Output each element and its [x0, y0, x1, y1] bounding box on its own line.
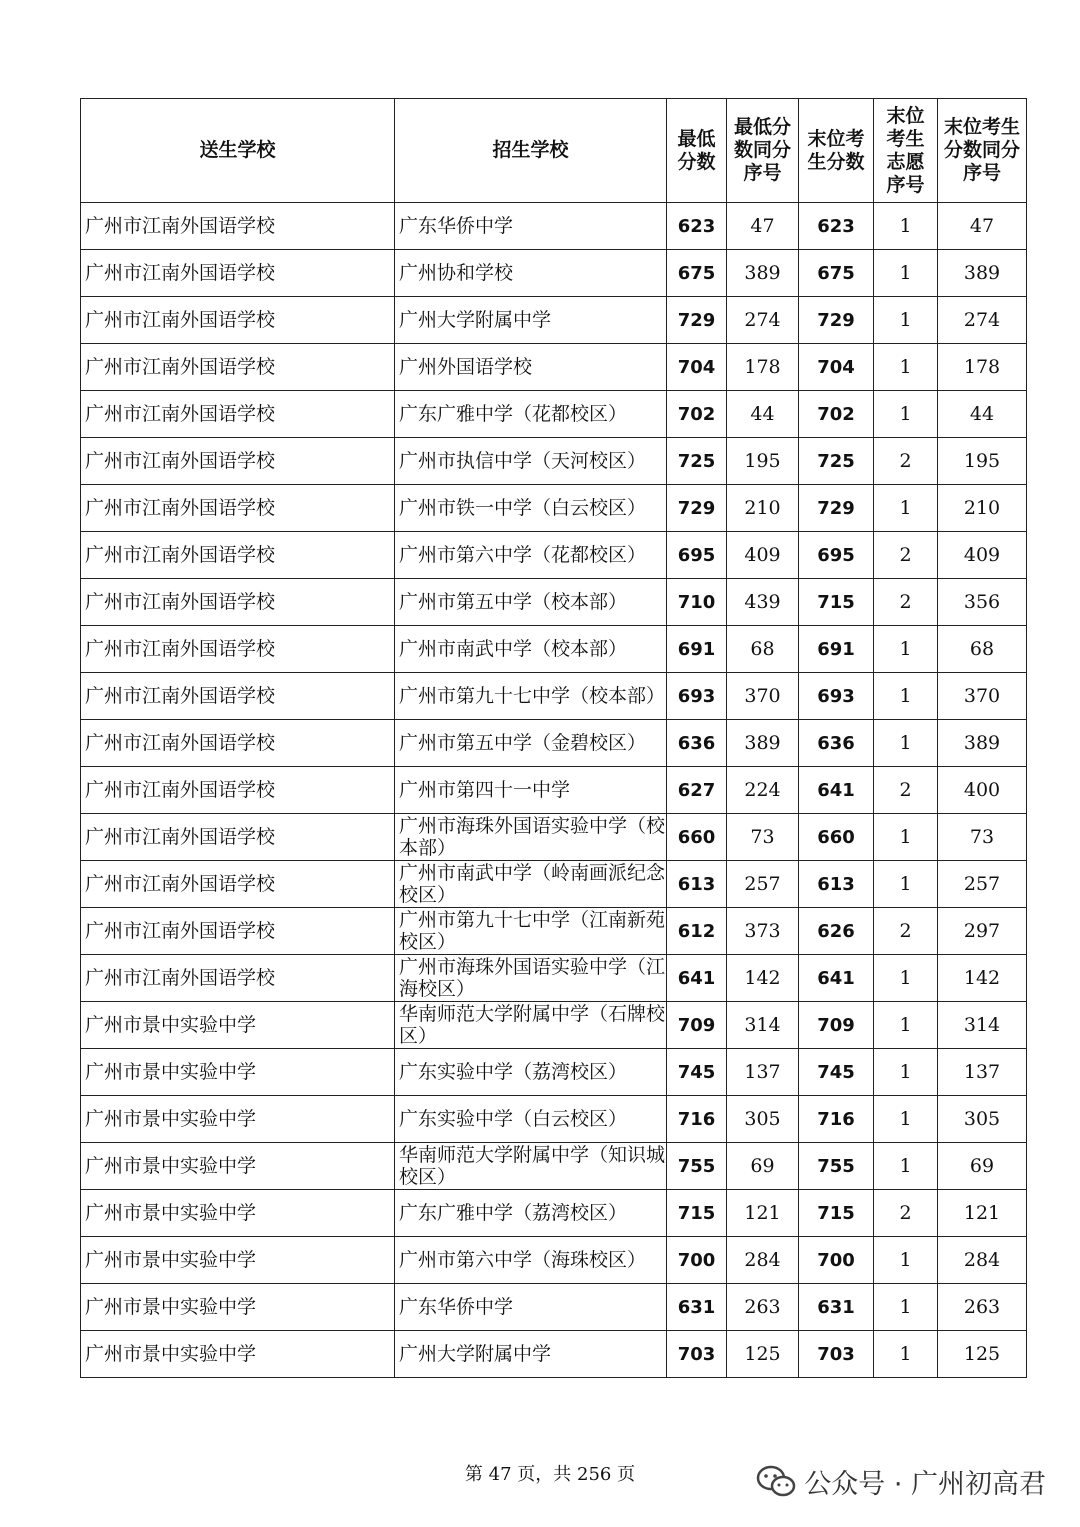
cell-min-score: 636 — [667, 720, 727, 767]
cell-min-score-seq: 178 — [727, 344, 799, 391]
cell-last-score: 716 — [799, 1096, 874, 1143]
table-row — [81, 1002, 1027, 1049]
cell-last-score: 675 — [799, 250, 874, 297]
table-row — [81, 1237, 1027, 1284]
cell-last-pref: 1 — [874, 720, 938, 767]
page-number: 第 47 页，共 256 页 — [464, 1464, 636, 1485]
cell-min-score-seq: 314 — [727, 1002, 799, 1049]
table-row — [81, 485, 1027, 532]
table-row — [81, 814, 1027, 861]
table-row — [81, 391, 1027, 438]
cell-admit-school: 广州市南武中学（校本部） — [395, 626, 667, 673]
cell-min-score-seq: 69 — [727, 1143, 799, 1190]
cell-min-score-seq: 68 — [727, 626, 799, 673]
cell-last-score: 709 — [799, 1002, 874, 1049]
table-row — [81, 250, 1027, 297]
cell-min-score: 703 — [667, 1331, 727, 1378]
cell-min-score: 725 — [667, 438, 727, 485]
cell-admit-school: 广州市第五中学（校本部） — [395, 579, 667, 626]
cell-min-score-seq: 121 — [727, 1190, 799, 1237]
cell-send-school: 广州市江南外国语学校 — [81, 203, 395, 250]
cell-admit-school: 广州市海珠外国语实验中学（校本部） — [395, 814, 667, 861]
cell-last-pref: 1 — [874, 626, 938, 673]
cell-min-score: 695 — [667, 532, 727, 579]
table-row — [81, 1096, 1027, 1143]
cell-last-seq: 73 — [938, 814, 1027, 861]
cell-last-score: 660 — [799, 814, 874, 861]
cell-send-school: 广州市景中实验中学 — [81, 1096, 395, 1143]
cell-last-score: 695 — [799, 532, 874, 579]
cell-last-pref: 1 — [874, 673, 938, 720]
cell-min-score: 627 — [667, 767, 727, 814]
cell-min-score-seq: 389 — [727, 250, 799, 297]
cell-admit-school: 广东实验中学（荔湾校区） — [395, 1049, 667, 1096]
cell-admit-school: 广州市第五中学（金碧校区） — [395, 720, 667, 767]
cell-admit-school: 广州市第六中学（海珠校区） — [395, 1237, 667, 1284]
cell-last-seq: 389 — [938, 250, 1027, 297]
cell-min-score: 613 — [667, 861, 727, 908]
cell-send-school: 广州市江南外国语学校 — [81, 438, 395, 485]
table-row — [81, 1331, 1027, 1378]
cell-last-pref: 1 — [874, 391, 938, 438]
cell-send-school: 广州市景中实验中学 — [81, 1002, 395, 1049]
cell-last-seq: 178 — [938, 344, 1027, 391]
table-row — [81, 344, 1027, 391]
cell-last-seq: 137 — [938, 1049, 1027, 1096]
cell-last-pref: 1 — [874, 485, 938, 532]
cell-send-school: 广州市景中实验中学 — [81, 1284, 395, 1331]
cell-last-seq: 47 — [938, 203, 1027, 250]
cell-last-score: 725 — [799, 438, 874, 485]
cell-min-score: 675 — [667, 250, 727, 297]
cell-min-score: 700 — [667, 1237, 727, 1284]
cell-last-pref: 2 — [874, 1190, 938, 1237]
cell-min-score-seq: 47 — [727, 203, 799, 250]
cell-min-score-seq: 195 — [727, 438, 799, 485]
cell-admit-school: 广州市第六中学（花都校区） — [395, 532, 667, 579]
cell-last-seq: 274 — [938, 297, 1027, 344]
cell-last-seq: 44 — [938, 391, 1027, 438]
cell-last-pref: 1 — [874, 203, 938, 250]
cell-last-score: 641 — [799, 767, 874, 814]
cell-last-pref: 1 — [874, 250, 938, 297]
cell-last-seq: 125 — [938, 1331, 1027, 1378]
cell-last-seq: 409 — [938, 532, 1027, 579]
cell-admit-school: 广州市南武中学（岭南画派纪念校区） — [395, 861, 667, 908]
table-row — [81, 1143, 1027, 1190]
cell-min-score-seq: 44 — [727, 391, 799, 438]
cell-last-score: 755 — [799, 1143, 874, 1190]
cell-admit-school: 广州大学附属中学 — [395, 297, 667, 344]
cell-last-score: 702 — [799, 391, 874, 438]
cell-send-school: 广州市江南外国语学校 — [81, 532, 395, 579]
cell-last-pref: 2 — [874, 908, 938, 955]
table-row — [81, 438, 1027, 485]
cell-send-school: 广州市江南外国语学校 — [81, 297, 395, 344]
cell-last-pref: 2 — [874, 438, 938, 485]
cell-admit-school: 广东华侨中学 — [395, 203, 667, 250]
cell-send-school: 广州市江南外国语学校 — [81, 955, 395, 1002]
cell-min-score-seq: 224 — [727, 767, 799, 814]
cell-last-pref: 1 — [874, 1143, 938, 1190]
cell-last-score: 691 — [799, 626, 874, 673]
cell-last-score: 700 — [799, 1237, 874, 1284]
cell-last-seq: 142 — [938, 955, 1027, 1002]
cell-last-score: 704 — [799, 344, 874, 391]
cell-min-score-seq: 409 — [727, 532, 799, 579]
cell-last-score: 729 — [799, 485, 874, 532]
cell-last-seq: 257 — [938, 861, 1027, 908]
table-row — [81, 1049, 1027, 1096]
cell-send-school: 广州市江南外国语学校 — [81, 344, 395, 391]
cell-admit-school: 广东实验中学（白云校区） — [395, 1096, 667, 1143]
table-row — [81, 861, 1027, 908]
table-row — [81, 767, 1027, 814]
cell-min-score-seq: 142 — [727, 955, 799, 1002]
cell-min-score-seq: 73 — [727, 814, 799, 861]
cell-last-seq: 305 — [938, 1096, 1027, 1143]
header-admit-school: 招生学校 — [395, 99, 667, 203]
header-send-school: 送生学校 — [81, 99, 395, 203]
cell-last-seq: 400 — [938, 767, 1027, 814]
cell-admit-school: 华南师范大学附属中学（石牌校区） — [395, 1002, 667, 1049]
table-row — [81, 908, 1027, 955]
cell-min-score-seq: 257 — [727, 861, 799, 908]
cell-last-score: 693 — [799, 673, 874, 720]
table-row — [81, 720, 1027, 767]
cell-min-score: 709 — [667, 1002, 727, 1049]
cell-admit-school: 广州市第九十七中学（江南新苑校区） — [395, 908, 667, 955]
cell-last-pref: 1 — [874, 955, 938, 1002]
table-row — [81, 1190, 1027, 1237]
cell-min-score-seq: 274 — [727, 297, 799, 344]
cell-min-score-seq: 137 — [727, 1049, 799, 1096]
cell-admit-school: 广州市第四十一中学 — [395, 767, 667, 814]
cell-min-score: 716 — [667, 1096, 727, 1143]
cell-admit-school: 广州市第九十七中学（校本部） — [395, 673, 667, 720]
cell-last-pref: 2 — [874, 532, 938, 579]
cell-min-score: 745 — [667, 1049, 727, 1096]
cell-last-score: 623 — [799, 203, 874, 250]
cell-last-pref: 1 — [874, 344, 938, 391]
cell-min-score-seq: 370 — [727, 673, 799, 720]
cell-last-score: 631 — [799, 1284, 874, 1331]
cell-send-school: 广州市江南外国语学校 — [81, 579, 395, 626]
cell-min-score-seq: 389 — [727, 720, 799, 767]
cell-admit-school: 广州协和学校 — [395, 250, 667, 297]
cell-last-seq: 68 — [938, 626, 1027, 673]
cell-min-score-seq: 373 — [727, 908, 799, 955]
cell-last-seq: 195 — [938, 438, 1027, 485]
watermark-text: 公众号 · 广州初高君 — [804, 1469, 1046, 1500]
header-last-score: 末位考生分数 — [799, 99, 874, 203]
header-min-score: 最低分数 — [667, 99, 727, 203]
wechat-icon — [756, 1465, 796, 1499]
cell-admit-school: 广东广雅中学（荔湾校区） — [395, 1190, 667, 1237]
admission-table-wrapper — [80, 98, 1026, 1378]
cell-admit-school: 广东广雅中学（花都校区） — [395, 391, 667, 438]
cell-min-score: 704 — [667, 344, 727, 391]
cell-send-school: 广州市江南外国语学校 — [81, 908, 395, 955]
header-last-seq: 末位考生分数同分序号 — [938, 99, 1027, 203]
watermark — [756, 1462, 1046, 1501]
cell-send-school: 广州市江南外国语学校 — [81, 485, 395, 532]
table-row — [81, 626, 1027, 673]
cell-min-score: 702 — [667, 391, 727, 438]
cell-last-pref: 1 — [874, 1002, 938, 1049]
cell-admit-school: 广东华侨中学 — [395, 1284, 667, 1331]
cell-last-pref: 1 — [874, 1096, 938, 1143]
cell-last-pref: 1 — [874, 814, 938, 861]
cell-send-school: 广州市江南外国语学校 — [81, 250, 395, 297]
table-row — [81, 955, 1027, 1002]
admission-table — [80, 98, 1027, 1378]
cell-min-score: 710 — [667, 579, 727, 626]
cell-last-score: 745 — [799, 1049, 874, 1096]
cell-admit-school: 广州市铁一中学（白云校区） — [395, 485, 667, 532]
cell-last-seq: 297 — [938, 908, 1027, 955]
cell-last-seq: 263 — [938, 1284, 1027, 1331]
cell-last-seq: 121 — [938, 1190, 1027, 1237]
cell-last-seq: 370 — [938, 673, 1027, 720]
cell-min-score-seq: 210 — [727, 485, 799, 532]
cell-last-score: 626 — [799, 908, 874, 955]
cell-min-score-seq: 125 — [727, 1331, 799, 1378]
cell-admit-school: 广州市海珠外国语实验中学（江海校区） — [395, 955, 667, 1002]
cell-last-pref: 1 — [874, 1049, 938, 1096]
cell-last-pref: 1 — [874, 1284, 938, 1331]
cell-send-school: 广州市江南外国语学校 — [81, 673, 395, 720]
table-header-row — [81, 99, 1027, 203]
cell-min-score: 729 — [667, 297, 727, 344]
cell-send-school: 广州市景中实验中学 — [81, 1237, 395, 1284]
cell-last-seq: 314 — [938, 1002, 1027, 1049]
cell-last-seq: 356 — [938, 579, 1027, 626]
cell-send-school: 广州市江南外国语学校 — [81, 767, 395, 814]
cell-last-seq: 69 — [938, 1143, 1027, 1190]
cell-last-pref: 1 — [874, 1237, 938, 1284]
cell-last-score: 641 — [799, 955, 874, 1002]
cell-min-score-seq: 284 — [727, 1237, 799, 1284]
cell-min-score-seq: 305 — [727, 1096, 799, 1143]
cell-min-score: 641 — [667, 955, 727, 1002]
cell-last-score: 703 — [799, 1331, 874, 1378]
cell-last-seq: 284 — [938, 1237, 1027, 1284]
cell-send-school: 广州市江南外国语学校 — [81, 720, 395, 767]
cell-min-score-seq: 263 — [727, 1284, 799, 1331]
cell-send-school: 广州市景中实验中学 — [81, 1143, 395, 1190]
cell-min-score: 715 — [667, 1190, 727, 1237]
cell-send-school: 广州市景中实验中学 — [81, 1190, 395, 1237]
cell-last-score: 613 — [799, 861, 874, 908]
cell-admit-school: 广州外国语学校 — [395, 344, 667, 391]
cell-send-school: 广州市江南外国语学校 — [81, 626, 395, 673]
cell-min-score: 631 — [667, 1284, 727, 1331]
cell-last-seq: 389 — [938, 720, 1027, 767]
cell-last-score: 715 — [799, 1190, 874, 1237]
cell-min-score: 623 — [667, 203, 727, 250]
cell-admit-school: 广州大学附属中学 — [395, 1331, 667, 1378]
cell-send-school: 广州市江南外国语学校 — [81, 814, 395, 861]
cell-last-pref: 1 — [874, 1331, 938, 1378]
header-last-pref: 末位考生志愿序号 — [874, 99, 938, 203]
cell-admit-school: 广州市执信中学（天河校区） — [395, 438, 667, 485]
cell-send-school: 广州市景中实验中学 — [81, 1049, 395, 1096]
table-row — [81, 203, 1027, 250]
table-row — [81, 297, 1027, 344]
cell-last-score: 636 — [799, 720, 874, 767]
cell-send-school: 广州市景中实验中学 — [81, 1331, 395, 1378]
cell-send-school: 广州市江南外国语学校 — [81, 861, 395, 908]
cell-min-score: 660 — [667, 814, 727, 861]
cell-last-pref: 2 — [874, 579, 938, 626]
table-row — [81, 1284, 1027, 1331]
cell-min-score-seq: 439 — [727, 579, 799, 626]
cell-last-score: 729 — [799, 297, 874, 344]
cell-min-score: 612 — [667, 908, 727, 955]
table-row — [81, 579, 1027, 626]
cell-min-score: 729 — [667, 485, 727, 532]
cell-min-score: 691 — [667, 626, 727, 673]
cell-min-score: 693 — [667, 673, 727, 720]
cell-last-pref: 2 — [874, 767, 938, 814]
cell-send-school: 广州市江南外国语学校 — [81, 391, 395, 438]
cell-last-seq: 210 — [938, 485, 1027, 532]
cell-last-pref: 1 — [874, 297, 938, 344]
cell-admit-school: 华南师范大学附属中学（知识城校区） — [395, 1143, 667, 1190]
table-row — [81, 532, 1027, 579]
cell-min-score: 755 — [667, 1143, 727, 1190]
table-body — [81, 203, 1027, 1378]
header-min-score-seq: 最低分数同分序号 — [727, 99, 799, 203]
table-row — [81, 673, 1027, 720]
cell-last-score: 715 — [799, 579, 874, 626]
cell-last-pref: 1 — [874, 861, 938, 908]
